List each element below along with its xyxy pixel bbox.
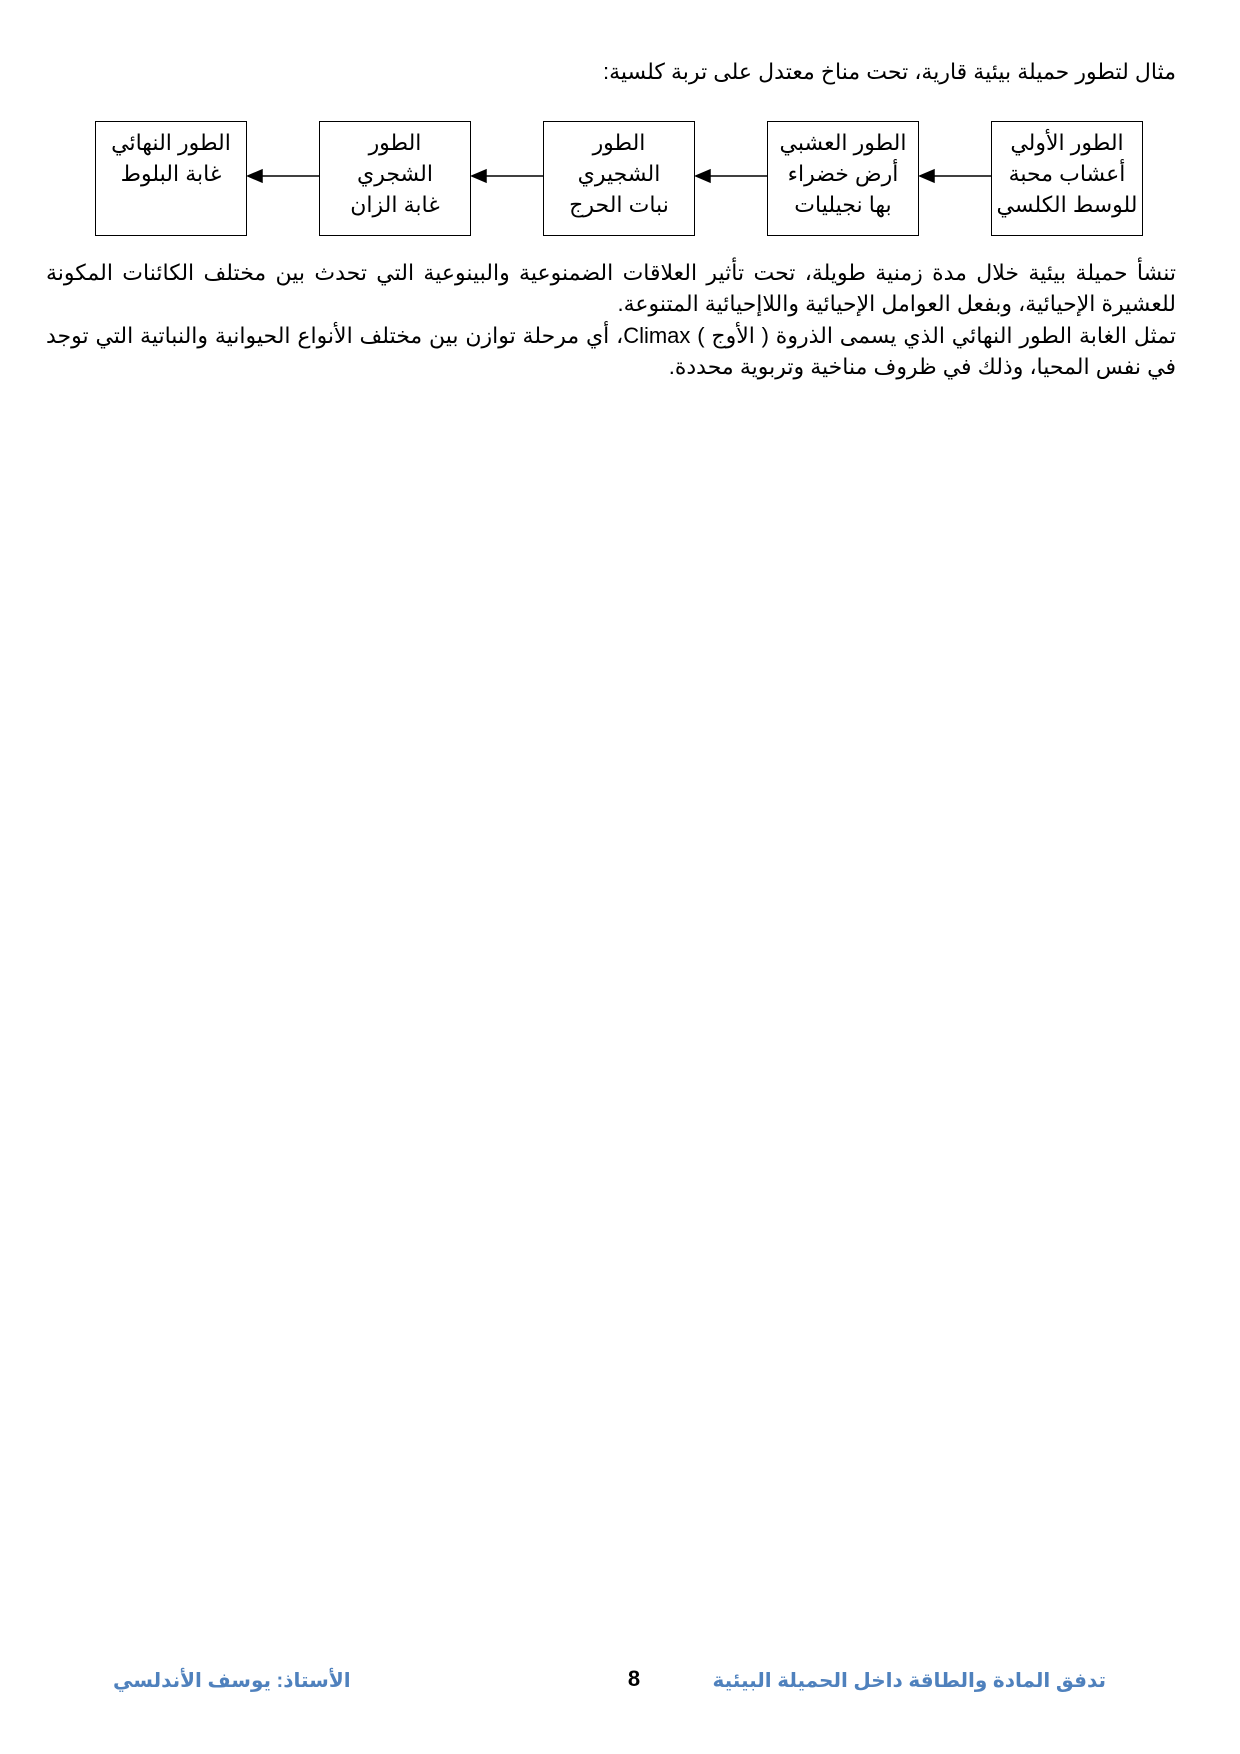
stage-line: نبات الحرج <box>569 192 669 217</box>
stage-line: غابة الزان <box>350 192 440 217</box>
stage-line: أعشاب محبة <box>1008 161 1126 186</box>
paragraph-formation: تنشأ حميلة بيئية خلال مدة زمنية طويلة، تحت تأثير العلاقات الضمنوعية والبينوعية التي تحدث بين مختلف الكائنات المكونة للعشيرة الإحيائية، وبفعل العوامل الإحيائية واللاإحيائية المتنوعة. <box>46 260 1176 316</box>
stage-line: الشجيري <box>577 161 661 186</box>
stage-line: الشجري <box>356 161 433 186</box>
stage-line: الطور العشبي <box>779 130 907 155</box>
footer-author: الأستاذ: يوسف الأندلسي <box>113 1670 351 1692</box>
stage-line: الطور النهائي <box>111 130 231 155</box>
paragraph-climax: تمثل الغابة الطور النهائي الذي يسمى الذروة ( الأوج ) Climax، أي مرحلة توازن بين مختلف الأنواع الحيوانية والنباتية التي توجد في نفس المحيا، وذلك في ظروف مناخية وتربوية محددة. <box>46 323 1176 379</box>
page-number: 8 <box>627 1666 641 1691</box>
succession-arrows <box>0 0 1240 300</box>
arrow-head-icon <box>920 170 934 182</box>
arrow-head-icon <box>248 170 262 182</box>
stage-line: للوسط الكلسي <box>996 192 1138 217</box>
arrow-head-icon <box>472 170 486 182</box>
stage-line: غابة البلوط <box>120 161 222 186</box>
stage-line: الطور <box>368 130 422 155</box>
stage-line: الطور الأولي <box>1010 130 1124 155</box>
stage-line: الطور <box>592 130 646 155</box>
intro-sentence: مثال لتطور حميلة بيئية قارية، تحت مناخ معتدل على تربة كلسية: <box>602 59 1176 84</box>
stage-line: أرض خضراء <box>787 161 899 186</box>
stage-line: بها نجيليات <box>794 192 892 217</box>
footer-chapter-title: تدفق المادة والطاقة داخل الحميلة البيئية <box>712 1670 1106 1692</box>
arrow-head-icon <box>696 170 710 182</box>
